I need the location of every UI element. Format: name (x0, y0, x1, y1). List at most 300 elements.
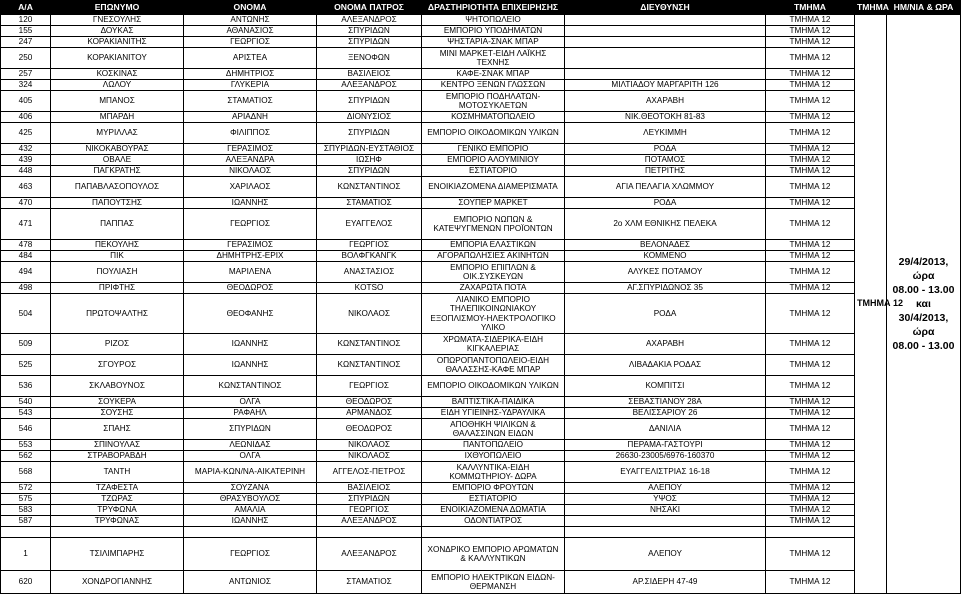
cell-activity: ΣΟΥΠΕΡ ΜΑΡΚΕΤ (422, 198, 565, 209)
cell-department: ΤΜΗΜΑ 12 (766, 123, 855, 144)
cell-father-name: ΝΙΚΟΛΑΟΣ (317, 451, 422, 462)
cell-surname: ΠΡΙΦΤΗΣ (51, 283, 184, 294)
cell-aa: 471 (1, 209, 51, 240)
cell-address: 26630-23005/6976-160370 (565, 451, 766, 462)
cell-aa: 543 (1, 408, 51, 419)
table-row (1, 408, 961, 419)
cell-father-name (317, 527, 422, 538)
cell-father-name: ΓΕΩΡΓΙΟΣ (317, 505, 422, 516)
cell-address: ΔΑΝΙΛΙΑ (565, 419, 766, 440)
cell-activity: ΕΜΠΟΡΙΑ ΕΛΑΣΤΙΚΩΝ (422, 240, 565, 251)
cell-aa: 247 (1, 37, 51, 48)
date-time-line: 08.00 - 13.00 (892, 284, 955, 296)
cell-activity: ΕΣΤΙΑΤΟΡΙΟ (422, 494, 565, 505)
header-address: ΔΙΕΥΘΥΝΣΗ (565, 1, 766, 15)
cell-surname: ΤΑΝΤΗ (51, 462, 184, 483)
cell-aa: 540 (1, 397, 51, 408)
table-row (1, 177, 961, 198)
cell-name: ΙΩΑΝΝΗΣ (184, 334, 317, 355)
cell-activity: ΙΧΘΥΟΠΩΛΕΙΟ (422, 451, 565, 462)
cell-name: ΑΡΙΑΔΝΗ (184, 112, 317, 123)
cell-aa: 620 (1, 571, 51, 594)
header-department-2: ΤΜΗΜΑ (855, 1, 887, 15)
cell-aa: 553 (1, 440, 51, 451)
cell-aa: 484 (1, 251, 51, 262)
cell-father-name: ΒΑΣΙΛΕΙΟΣ (317, 483, 422, 494)
cell-department: ΤΜΗΜΑ 12 (766, 166, 855, 177)
cell-surname: ΤΖΩΡΑΣ (51, 494, 184, 505)
cell-activity: ΕΜΠΟΡΙΟ ΑΛΟΥΜΙΝΙΟΥ (422, 155, 565, 166)
header-father-name: ΟΝΟΜΑ ΠΑΤΡΟΣ (317, 1, 422, 15)
cell-address: ΑΛΕΠΟΥ (565, 538, 766, 571)
cell-name: ΜΑΡΙΑ-ΚΩΝ/ΝΑ-ΑΙΚΑΤΕΡΙΝΗ (184, 462, 317, 483)
cell-father-name: ΙΩΣΗΦ (317, 155, 422, 166)
cell-name (184, 527, 317, 538)
table-row (1, 440, 961, 451)
cell-aa: 155 (1, 26, 51, 37)
cell-surname: ΤΡΥΦΩΝΑΣ (51, 516, 184, 527)
cell-activity: ΒΑΠΤΙΣΤΙΚΑ-ΠΑΙΔΙΚΑ (422, 397, 565, 408)
cell-father-name: ΣΠΥΡΙΔΩΝ (317, 166, 422, 177)
table-row (1, 571, 961, 594)
cell-name: ΡΑΦΑΗΛ (184, 408, 317, 419)
cell-aa: 439 (1, 155, 51, 166)
cell-address: ΑΓΙΑ ΠΕΛΑΓΙΑ ΧΛΩΜΜΟΥ (565, 177, 766, 198)
cell-aa: 448 (1, 166, 51, 177)
cell-aa: 406 (1, 112, 51, 123)
cell-activity: ΚΑΛΛΥΝΤΙΚΑ-ΕΙΔΗ ΚΟΜΜΩΤΗΡΙΟΥ- ΔΩΡΑ (422, 462, 565, 483)
cell-father-name: ΘΕΟΔΩΡΟΣ (317, 419, 422, 440)
header-row (1, 1, 961, 15)
cell-surname: ΠΡΩΤΟΨΑΛΤΗΣ (51, 294, 184, 334)
cell-activity: ΚΟΣΜΗΜΑΤΟΠΩΛΕΙΟ (422, 112, 565, 123)
header-activity: ΔΡΑΣΤΗΡΙΟΤΗΤΑ ΕΠΙΧΕΙΡΗΣΗΣ (422, 1, 565, 15)
cell-name: ΑΜΑΛΙΑ (184, 505, 317, 516)
table-row (1, 505, 961, 516)
cell-surname: ΠΑΠΠΑΣ (51, 209, 184, 240)
cell-address: ΠΕΤΡΙΤΗΣ (565, 166, 766, 177)
cell-activity: ΚΑΦΕ-ΣΝΑΚ ΜΠΑΡ (422, 69, 565, 80)
cell-father-name: ΑΝΑΣΤΑΣΙΟΣ (317, 262, 422, 283)
cell-name: ΜΑΡΙΛΕΝΑ (184, 262, 317, 283)
cell-aa: 587 (1, 516, 51, 527)
cell-father-name: ΞΕΝΟΦΩΝ (317, 48, 422, 69)
cell-department: ΤΜΗΜΑ 12 (766, 571, 855, 594)
cell-father-name: ΝΙΚΟΛΑΟΣ (317, 440, 422, 451)
cell-department: ΤΜΗΜΑ 12 (766, 419, 855, 440)
cell-name: ΑΡΙΣΤΕΑ (184, 48, 317, 69)
cell-activity: ΕΜΠΟΡΙΟ ΟΙΚΟΔΟΜΙΚΩΝ ΥΛΙΚΩΝ (422, 376, 565, 397)
cell-father-name: ΔΙΟΝΥΣΙΟΣ (317, 112, 422, 123)
table-row (1, 37, 961, 48)
cell-father-name: ΣΠΥΡΙΔΩΝ (317, 123, 422, 144)
cell-surname: ΠΙΚ (51, 251, 184, 262)
cell-aa (1, 527, 51, 538)
cell-address: ΝΗΣΑΚΙ (565, 505, 766, 516)
cell-activity: ΠΑΝΤΟΠΩΛΕΙΟ (422, 440, 565, 451)
cell-activity (422, 527, 565, 538)
cell-father-name: ΑΓΓΕΛΟΣ-ΠΕΤΡΟΣ (317, 462, 422, 483)
cell-father-name: ΑΡΜΑΝΔΟΣ (317, 408, 422, 419)
cell-activity: ΑΠΟΘΗΚΗ ΨΙΛΙΚΩΝ & ΘΑΛΑΣΣΙΝΩΝ ΕΙΔΩΝ (422, 419, 565, 440)
cell-department: ΤΜΗΜΑ 12 (766, 112, 855, 123)
cell-address (565, 516, 766, 527)
cell-activity: ΖΑΧΑΡΩΤΑ ΠΟΤΑ (422, 283, 565, 294)
cell-address (565, 527, 766, 538)
cell-department: ΤΜΗΜΑ 12 (766, 355, 855, 376)
cell-activity: ΑΓΟΡΑΠΩΛΗΣΙΕΣ ΑΚΙΝΗΤΩΝ (422, 251, 565, 262)
date-time-line: 29/4/2013, ώρα (898, 256, 949, 282)
table-row (1, 462, 961, 483)
cell-name: ΓΕΩΡΓΙΟΣ (184, 209, 317, 240)
cell-address: ΠΟΤΑΜΟΣ (565, 155, 766, 166)
cell-aa: 405 (1, 91, 51, 112)
table-row (1, 376, 961, 397)
cell-father-name: ΚΩΝΣΤΑΝΤΙΝΟΣ (317, 334, 422, 355)
cell-name: ΝΙΚΟΛΑΟΣ (184, 166, 317, 177)
cell-surname: ΜΠΑΡΔΗ (51, 112, 184, 123)
cell-surname: ΚΟΡΑΚΙΑΝΙΤΟΥ (51, 48, 184, 69)
date-time-line: και (916, 298, 931, 310)
cell-father-name: ΝΙΚΟΛΑΟΣ (317, 294, 422, 334)
cell-department: ΤΜΗΜΑ 12 (766, 397, 855, 408)
table-row (1, 69, 961, 80)
cell-surname: ΣΠΙΝΟΥΛΑΣ (51, 440, 184, 451)
cell-activity: ΟΔΟΝΤΙΑΤΡΟΣ (422, 516, 565, 527)
cell-aa: 546 (1, 419, 51, 440)
cell-address (565, 26, 766, 37)
cell-address: ΣΕΒΑΣΤΙΑΝΟΥ 28Α (565, 397, 766, 408)
cell-address: ΥΨΟΣ (565, 494, 766, 505)
cell-father-name: ΑΛΕΞΑΝΔΡΟΣ (317, 15, 422, 26)
cell-department (766, 527, 855, 538)
cell-name: ΑΘΑΝΑΣΙΟΣ (184, 26, 317, 37)
cell-department: ΤΜΗΜΑ 12 (766, 376, 855, 397)
cell-surname: ΜΠΑΝΟΣ (51, 91, 184, 112)
cell-father-name: ΚΩΝΣΤΑΝΤΙΝΟΣ (317, 355, 422, 376)
cell-surname: ΚΟΣΚΙΝΑΣ (51, 69, 184, 80)
cell-name: ΣΟΥΖΑΝΑ (184, 483, 317, 494)
cell-department: ΤΜΗΜΑ 12 (766, 251, 855, 262)
cell-father-name: ΒΟΛΦΓΚΑΝΓΚ (317, 251, 422, 262)
cell-department: ΤΜΗΜΑ 12 (766, 408, 855, 419)
cell-aa: 250 (1, 48, 51, 69)
cell-father-name: ΑΛΕΞΑΝΔΡΟΣ (317, 538, 422, 571)
cell-name: ΓΕΩΡΓΙΟΣ (184, 538, 317, 571)
cell-aa: 432 (1, 144, 51, 155)
cell-surname: ΧΟΝΔΡΟΓΙΑΝΝΗΣ (51, 571, 184, 594)
cell-activity: ΕΜΠΟΡΙΟ ΗΛΕΚΤΡΙΚΩΝ ΕΙΔΩΝ-ΘΕΡΜΑΝΣΗ (422, 571, 565, 594)
cell-address: ΒΕΛΟΝΑΔΕΣ (565, 240, 766, 251)
cell-surname: ΟΒΑΛΕ (51, 155, 184, 166)
cell-department: ΤΜΗΜΑ 12 (766, 283, 855, 294)
cell-department: ΤΜΗΜΑ 12 (766, 462, 855, 483)
cell-activity: ΧΡΩΜΑΤΑ-ΣΙΔΕΡΙΚΑ-ΕΙΔΗ ΚΙΓΚΑΛΕΡΙΑΣ (422, 334, 565, 355)
cell-address (565, 48, 766, 69)
cell-surname: ΠΕΚΟΥΛΗΣ (51, 240, 184, 251)
cell-aa: 478 (1, 240, 51, 251)
table-row (1, 198, 961, 209)
cell-address: ΡΟΔΑ (565, 294, 766, 334)
table-row (1, 240, 961, 251)
cell-name: ΓΕΩΡΓΙΟΣ (184, 37, 317, 48)
cell-father-name: ΕΥΑΓΓΕΛΟΣ (317, 209, 422, 240)
cell-name: ΦΙΛΙΠΠΟΣ (184, 123, 317, 144)
table-row (1, 48, 961, 69)
cell-department: ΤΜΗΜΑ 12 (766, 91, 855, 112)
table-row (1, 144, 961, 155)
cell-department: ΤΜΗΜΑ 12 (766, 48, 855, 69)
cell-surname: ΠΑΓΚΡΑΤΗΣ (51, 166, 184, 177)
cell-surname: ΣΚΛΑΒΟΥΝΟΣ (51, 376, 184, 397)
cell-department: ΤΜΗΜΑ 12 (766, 15, 855, 26)
cell-surname: ΠΟΥΛΙΑΣΗ (51, 262, 184, 283)
cell-name: ΣΠΥΡΙΔΩΝ (184, 419, 317, 440)
cell-name: ΟΛΓΑ (184, 397, 317, 408)
cell-address: ΑΡ.ΣΙΔΕΡΗ 47-49 (565, 571, 766, 594)
cell-aa: 562 (1, 451, 51, 462)
cell-activity: ΕΜΠΟΡΙΟ ΦΡΟΥΤΩΝ (422, 483, 565, 494)
header-department: ΤΜΗΜΑ (766, 1, 855, 15)
table-row (1, 334, 961, 355)
table-row (1, 483, 961, 494)
cell-surname: ΤΣΙΛΙΜΠΑΡΗΣ (51, 538, 184, 571)
table-row (1, 283, 961, 294)
date-time-line: 30/4/2013, ώρα (898, 312, 949, 338)
cell-department: ΤΜΗΜΑ 12 (766, 155, 855, 166)
cell-activity: ΕΝΟΙΚΙΑΖΟΜΕΝΑ ΔΙΑΜΕΡΙΣΜΑΤΑ (422, 177, 565, 198)
cell-surname: ΤΖΑΦΕΣΤΑ (51, 483, 184, 494)
cell-surname: ΛΩΛΟΥ (51, 80, 184, 91)
cell-activity: ΕΙΔΗ ΥΓΙΕΙΝΗΣ-ΥΔΡΑΥΛΙΚΑ (422, 408, 565, 419)
cell-department: ΤΜΗΜΑ 12 (766, 516, 855, 527)
cell-activity: ΓΕΝΙΚΟ ΕΜΠΟΡΙΟ (422, 144, 565, 155)
cell-name: ΣΤΑΜΑΤΙΟΣ (184, 91, 317, 112)
cell-surname: ΚΟΡΑΚΙΑΝΙΤΗΣ (51, 37, 184, 48)
cell-address: ΑΧΑΡΑΒΗ (565, 91, 766, 112)
cell-father-name: ΣΠΥΡΙΔΩΝ-ΕΥΣΤΑΘΙΟΣ (317, 144, 422, 155)
table-row (1, 209, 961, 240)
cell-department: ΤΜΗΜΑ 12 (766, 494, 855, 505)
cell-address: ΕΥΑΓΓΕΛΙΣΤΡΙΑΣ 16-18 (565, 462, 766, 483)
cell-surname: ΠΑΠΑΒΛΑΣΟΠΟΥΛΟΣ (51, 177, 184, 198)
header-name: ΟΝΟΜΑ (184, 1, 317, 15)
cell-name: ΙΩΑΝΝΗΣ (184, 355, 317, 376)
cell-name: ΓΛΥΚΕΡΙΑ (184, 80, 317, 91)
cell-name: ΘΕΟΦΑΝΗΣ (184, 294, 317, 334)
cell-father-name: ΓΕΩΡΓΙΟΣ (317, 376, 422, 397)
cell-aa: 572 (1, 483, 51, 494)
cell-surname: ΣΟΥΣΗΣ (51, 408, 184, 419)
cell-name: ΧΑΡΙΛΑΟΣ (184, 177, 317, 198)
cell-activity: ΨΗΣΤΑΡΙΑ-ΣΝΑΚ ΜΠΑΡ (422, 37, 565, 48)
cell-activity: ΟΠΩΡΟΠΑΝΤΟΠΩΛΕΙΟ-ΕΙΔΗ ΘΑΛΑΣΣΗΣ-ΚΑΦΕ ΜΠΑΡ (422, 355, 565, 376)
cell-address: 2ο ΧΛΜ ΕΘΝΙΚΗΣ ΠΕΛΕΚΑ (565, 209, 766, 240)
cell-father-name: ΣΠΥΡΙΔΩΝ (317, 91, 422, 112)
cell-aa: 498 (1, 283, 51, 294)
table-row (1, 355, 961, 376)
cell-aa: 425 (1, 123, 51, 144)
table-row (1, 112, 961, 123)
cell-father-name: ΣΠΥΡΙΔΩΝ (317, 37, 422, 48)
cell-aa: 257 (1, 69, 51, 80)
cell-department: ΤΜΗΜΑ 12 (766, 538, 855, 571)
table-row (1, 155, 961, 166)
cell-department: ΤΜΗΜΑ 12 (766, 505, 855, 516)
cell-surname: ΣΓΟΥΡΟΣ (51, 355, 184, 376)
table-row (1, 294, 961, 334)
cell-aa: 324 (1, 80, 51, 91)
table-row (1, 494, 961, 505)
cell-activity: ΜΙΝΙ ΜΑΡΚΕΤ-ΕΙΔΗ ΛΑΪΚΗΣ ΤΕΧΝΗΣ (422, 48, 565, 69)
cell-address: ΛΙΒΑΔΑΚΙΑ ΡΟΔΑΣ (565, 355, 766, 376)
cell-surname: ΣΟΥΚΕΡΑ (51, 397, 184, 408)
cell-father-name: ΣΤΑΜΑΤΙΟΣ (317, 198, 422, 209)
cell-surname: ΝΙΚΟΚΑΒΟΥΡΑΣ (51, 144, 184, 155)
cell-aa: 568 (1, 462, 51, 483)
cell-aa: 1 (1, 538, 51, 571)
cell-department: ΤΜΗΜΑ 12 (766, 80, 855, 91)
cell-aa: 575 (1, 494, 51, 505)
table-row (1, 262, 961, 283)
cell-address: ΚΟΜΜΕΝΟ (565, 251, 766, 262)
cell-name: ΓΕΡΑΣΙΜΟΣ (184, 240, 317, 251)
cell-activity: ΕΜΠΟΡΙΟ ΟΙΚΟΔΟΜΙΚΩΝ ΥΛΙΚΩΝ (422, 123, 565, 144)
table-row (1, 80, 961, 91)
cell-activity: ΕΜΠΟΡΙΟ ΝΩΠΩΝ & ΚΑΤΕΨΥΓΜΕΝΩΝ ΠΡΟΪΟΝΤΩΝ (422, 209, 565, 240)
cell-activity: ΕΜΠΟΡΙΟ ΕΠΙΠΛΩΝ & ΟΙΚ.ΣΥΣΚΕΥΩΝ (422, 262, 565, 283)
cell-department: ΤΜΗΜΑ 12 (766, 240, 855, 251)
cell-department: ΤΜΗΜΑ 12 (766, 26, 855, 37)
date-time-line: 08.00 - 13.00 (892, 340, 955, 352)
cell-name: ΛΕΩΝΙΔΑΣ (184, 440, 317, 451)
cell-activity: ΧΟΝΔΡΙΚΟ ΕΜΠΟΡΙΟ ΑΡΩΜΑΤΩΝ & ΚΑΛΛΥΝΤΙΚΩΝ (422, 538, 565, 571)
cell-name: ΑΝΤΩΝΗΣ (184, 15, 317, 26)
cell-surname: ΡΙΖΟΣ (51, 334, 184, 355)
table-row (1, 451, 961, 462)
cell-aa: 536 (1, 376, 51, 397)
cell-address: ΑΧΑΡΑΒΗ (565, 334, 766, 355)
cell-activity: ΨΗΤΟΠΩΛΕΙΟ (422, 15, 565, 26)
table-row (1, 123, 961, 144)
cell-address: ΑΛΕΠΟΥ (565, 483, 766, 494)
cell-aa: 470 (1, 198, 51, 209)
cell-activity: ΕΣΤΙΑΤΟΡΙΟ (422, 166, 565, 177)
table-row (1, 91, 961, 112)
cell-surname: ΜΥΡΙΛΛΑΣ (51, 123, 184, 144)
cell-activity: ΛΙΑΝΙΚΟ ΕΜΠΟΡΙΟ ΤΗΛΕΠΙΚΟΙΝΩΝΙΑΚΟΥ ΕΞΟΠΛΙΣΜΟΥ-ΗΛΕΚΤΡΟΛΟΓΙΚΟ ΥΛΙΚΟ (422, 294, 565, 334)
cell-activity: ΕΝΟΙΚΙΑΖΟΜΕΝΑ ΔΩΜΑΤΙΑ (422, 505, 565, 516)
cell-address (565, 69, 766, 80)
cell-address: ΡΟΔΑ (565, 144, 766, 155)
cell-department: ΤΜΗΜΑ 12 (766, 294, 855, 334)
cell-father-name: KOTSO (317, 283, 422, 294)
group-department: ΤΜΗΜΑ 12 (855, 15, 887, 594)
cell-father-name: ΑΛΕΞΑΝΔΡΟΣ (317, 516, 422, 527)
cell-name: ΟΛΓΑ (184, 451, 317, 462)
cell-aa: 463 (1, 177, 51, 198)
cell-name: ΑΛΕΞΑΝΔΡΑ (184, 155, 317, 166)
cell-aa: 583 (1, 505, 51, 516)
cell-father-name: ΓΕΩΡΓΙΟΣ (317, 240, 422, 251)
cell-father-name: ΣΤΑΜΑΤΙΟΣ (317, 571, 422, 594)
cell-department: ΤΜΗΜΑ 12 (766, 69, 855, 80)
cell-father-name: ΣΠΥΡΙΔΩΝ (317, 494, 422, 505)
cell-department: ΤΜΗΜΑ 12 (766, 483, 855, 494)
table-row (1, 251, 961, 262)
cell-department: ΤΜΗΜΑ 12 (766, 144, 855, 155)
cell-name: ΚΩΝΣΤΑΝΤΙΝΟΣ (184, 376, 317, 397)
cell-surname: ΓΝΕΣΟΥΛΗΣ (51, 15, 184, 26)
cell-department: ΤΜΗΜΑ 12 (766, 177, 855, 198)
header-date-time: ΗΜ/ΝΙΑ & ΩΡΑ (887, 1, 961, 15)
cell-department: ΤΜΗΜΑ 12 (766, 198, 855, 209)
cell-address: ΜΙΛΤΙΑΔΟΥ ΜΑΡΓΑΡΙΤΗ 126 (565, 80, 766, 91)
cell-aa: 509 (1, 334, 51, 355)
cell-activity: ΚΕΝΤΡΟ ΞΕΝΩΝ ΓΛΩΣΣΩΝ (422, 80, 565, 91)
cell-department: ΤΜΗΜΑ 12 (766, 451, 855, 462)
table-row (1, 419, 961, 440)
cell-surname: ΣΤΡΑΒΟΡΑΒΔΗ (51, 451, 184, 462)
table-row (1, 538, 961, 571)
cell-department: ΤΜΗΜΑ 12 (766, 37, 855, 48)
cell-name: ΙΩΑΝΝΗΣ (184, 198, 317, 209)
cell-activity: ΕΜΠΟΡΙΟ ΠΟΔΗΛΑΤΩΝ-ΜΟΤΟΣΥΚΛΕΤΩΝ (422, 91, 565, 112)
table-row (1, 166, 961, 177)
cell-surname: ΔΟΥΚΑΣ (51, 26, 184, 37)
cell-name: ΑΝΤΩΝΙΟΣ (184, 571, 317, 594)
cell-address: ΠΕΡΑΜΑ-ΓΑΣΤΟΥΡΙ (565, 440, 766, 451)
cell-name: ΙΩΑΝΝΗΣ (184, 516, 317, 527)
cell-aa: 120 (1, 15, 51, 26)
cell-address: ΒΕΛΙΣΣΑΡΙΟΥ 26 (565, 408, 766, 419)
table-row (1, 397, 961, 408)
cell-aa: 525 (1, 355, 51, 376)
table-row (1, 527, 961, 538)
cell-surname (51, 527, 184, 538)
cell-father-name: ΑΛΕΞΑΝΔΡΟΣ (317, 80, 422, 91)
cell-address: ΚΟΜΠΙΤΣΙ (565, 376, 766, 397)
header-aa: Α/Α (1, 1, 51, 15)
cell-father-name: ΒΑΣΙΛΕΙΟΣ (317, 69, 422, 80)
cell-father-name: ΣΠΥΡΙΔΩΝ (317, 26, 422, 37)
cell-father-name: ΚΩΝΣΤΑΝΤΙΝΟΣ (317, 177, 422, 198)
cell-activity: ΕΜΠΟΡΙΟ ΥΠΟΔΗΜΑΤΩΝ (422, 26, 565, 37)
table-row (1, 26, 961, 37)
header-surname: ΕΠΩΝΥΜΟ (51, 1, 184, 15)
table-body (1, 15, 961, 594)
cell-address (565, 37, 766, 48)
cell-department: ΤΜΗΜΑ 12 (766, 440, 855, 451)
cell-name: ΓΕΡΑΣΙΜΟΣ (184, 144, 317, 155)
cell-address (565, 15, 766, 26)
cell-address: ΡΟΔΑ (565, 198, 766, 209)
cell-address: ΑΓ.ΣΠΥΡΙΔΩΝΟΣ 35 (565, 283, 766, 294)
cell-surname: ΤΡΥΦΩΝΑ (51, 505, 184, 516)
table-row (1, 516, 961, 527)
cell-name: ΔΗΜΗΤΡΗΣ-ΕΡΙΧ (184, 251, 317, 262)
cell-department: ΤΜΗΜΑ 12 (766, 334, 855, 355)
cell-surname: ΠΑΠΟΥΤΣΗΣ (51, 198, 184, 209)
cell-address: ΝΙΚ.ΘΕΟΤΟΚΗ 81-83 (565, 112, 766, 123)
table-row (1, 15, 961, 26)
cell-aa: 494 (1, 262, 51, 283)
cell-address: ΛΕΥΚΙΜΜΗ (565, 123, 766, 144)
cell-father-name: ΘΕΟΔΩΡΟΣ (317, 397, 422, 408)
cell-surname: ΣΠΑΗΣ (51, 419, 184, 440)
cell-department: ΤΜΗΜΑ 12 (766, 209, 855, 240)
cell-department: ΤΜΗΜΑ 12 (766, 262, 855, 283)
